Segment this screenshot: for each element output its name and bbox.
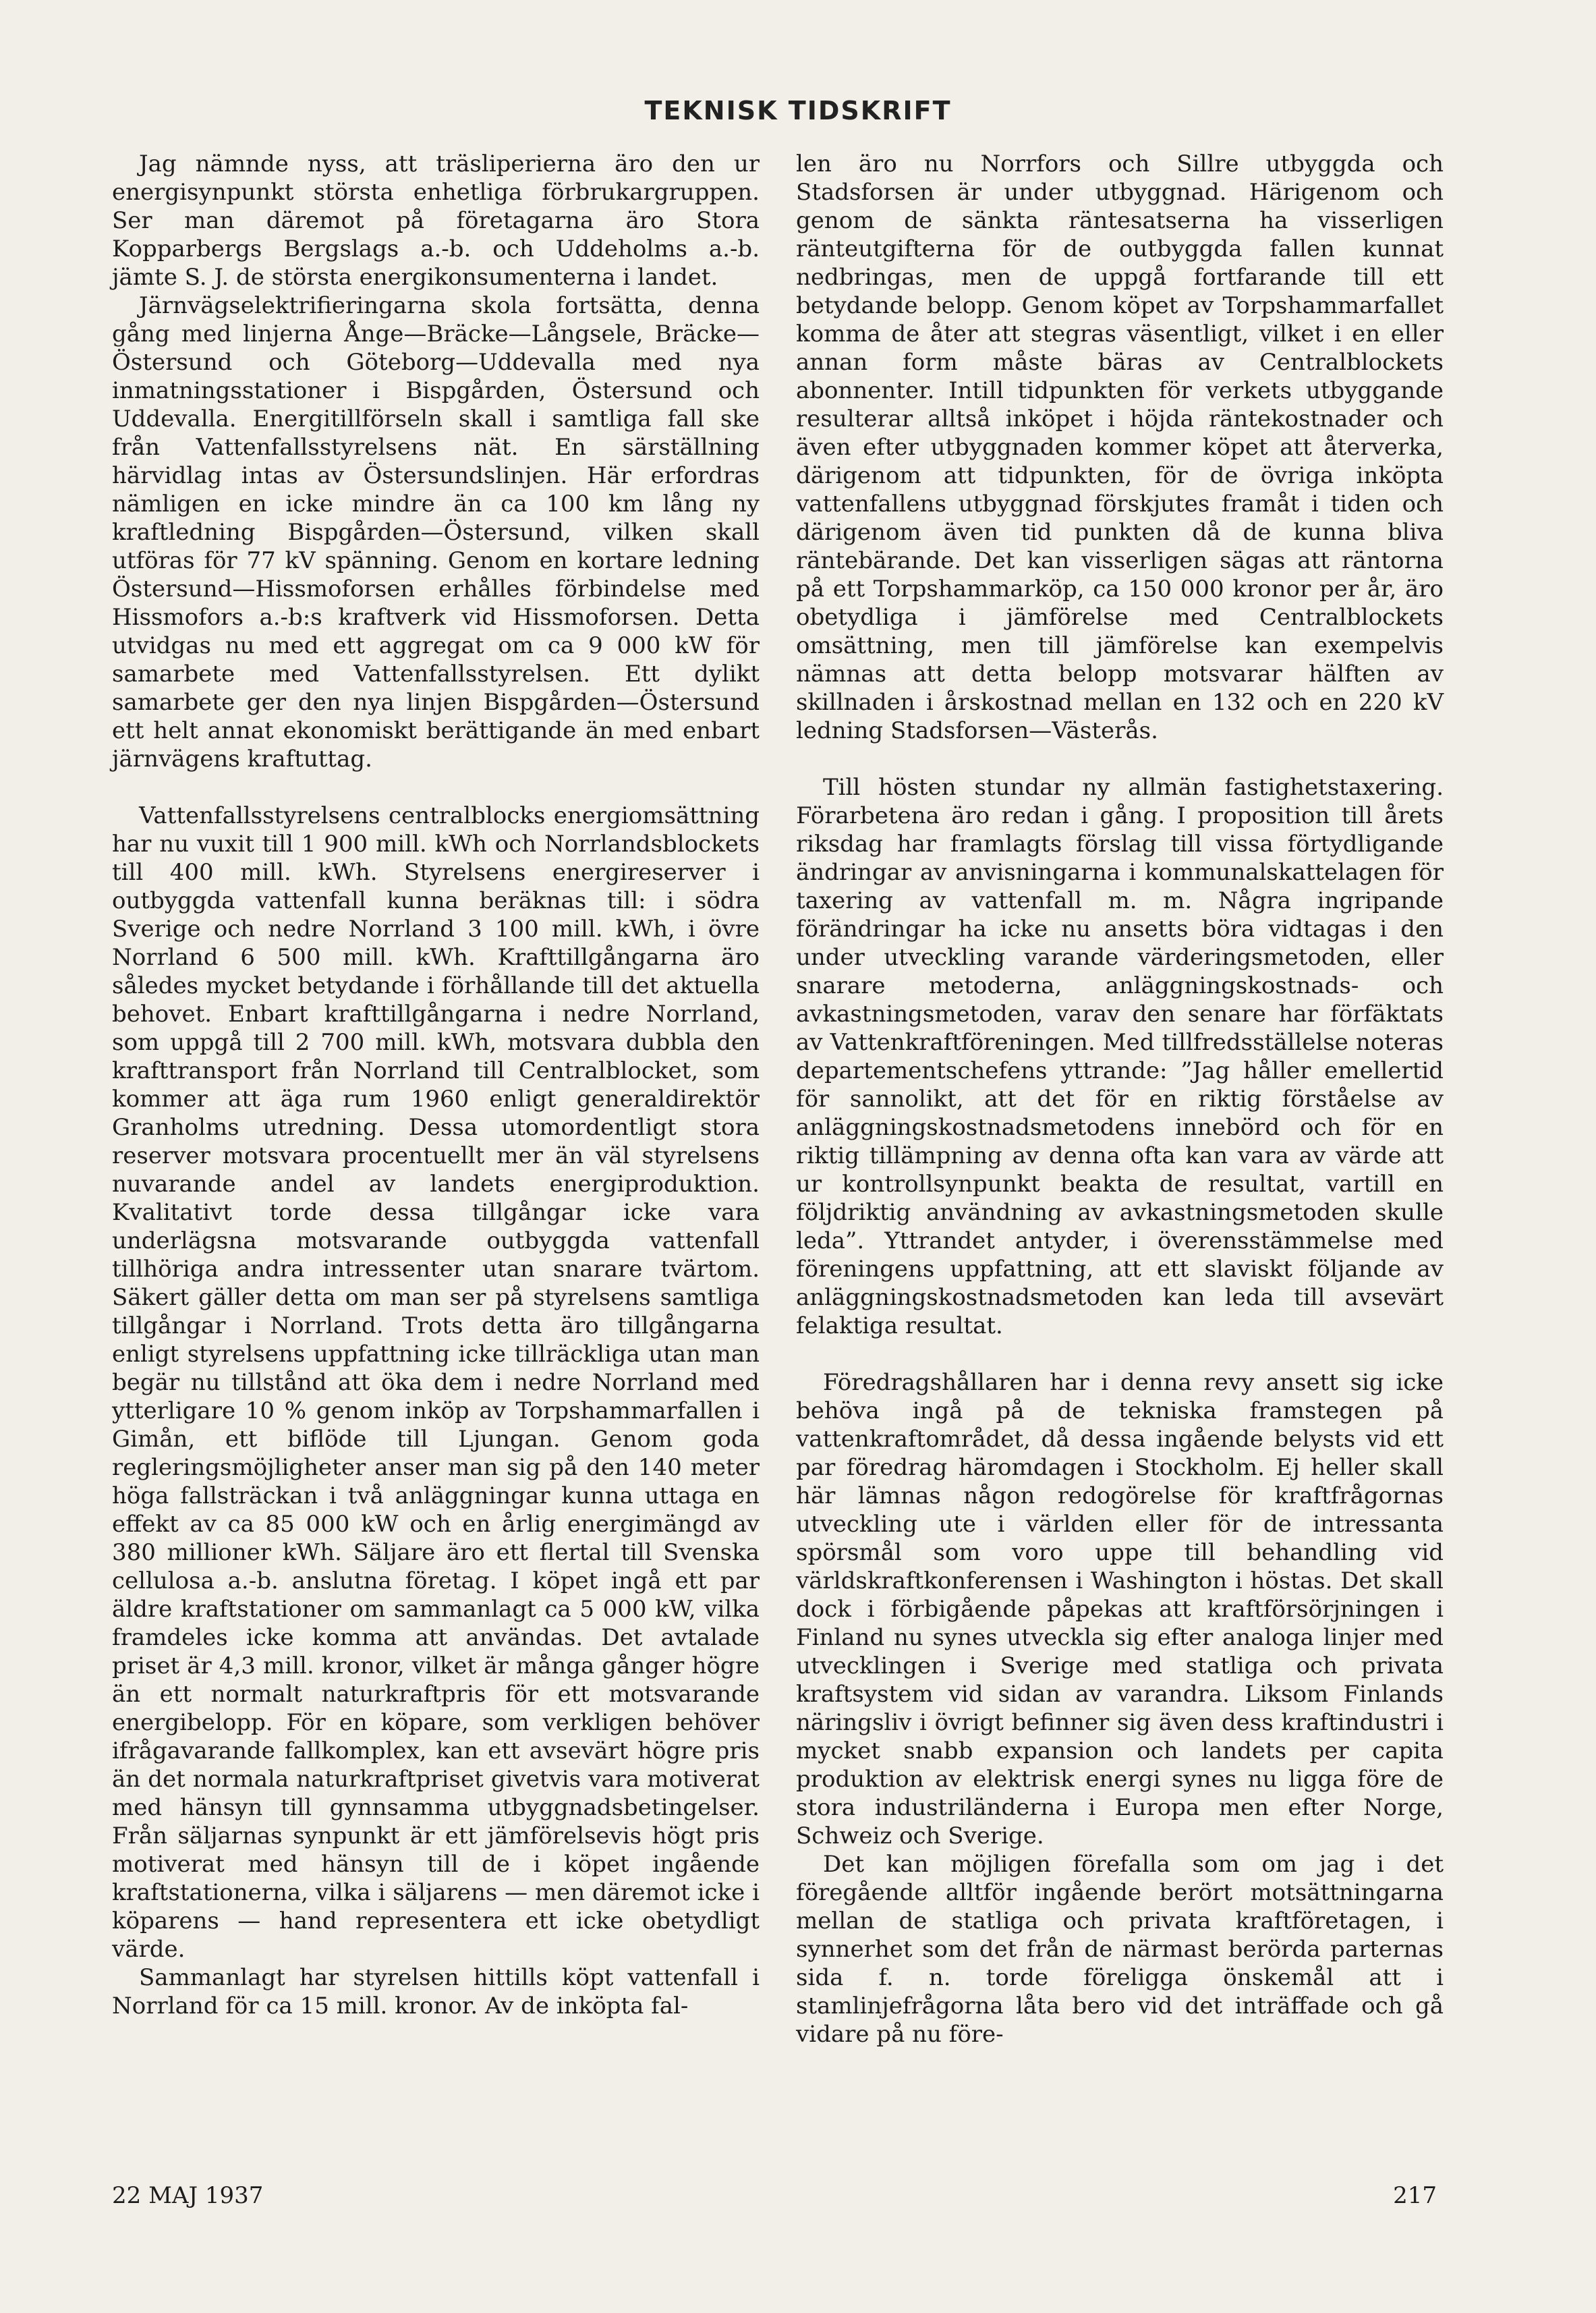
paragraph: Det kan möjligen förefalla som om jag i det föregående alltför ingående berört motsättningarna mellan de statliga och privata kraftföretagen, i synnerhet som det från de närmast berörda parternas sida f. n. torde föreligga önskemål att i stamlinjefrågorna låta bero vid det inträffade och gå vidare på nu före- xyxy=(796,1851,1444,2048)
paragraph: Jag nämnde nyss, att träsliperierna äro den ur energisynpunkt största enhetliga förbrukargruppen. Ser man däremot på företagarna äro Stora Kopparbergs Bergslags a.-b. och Uddeholms a.-b. jämte S. J. de största energikonsumenterna i landet. xyxy=(112,150,760,291)
issue-date: 22 MAJ 1937 xyxy=(112,2182,264,2209)
journal-title: TEKNISK TIDSKRIFT xyxy=(644,96,952,126)
left-column xyxy=(112,150,760,2020)
right-column xyxy=(796,150,1444,2049)
paragraph: Föredragshållaren har i denna revy ansett sig icke behöva ingå på de tekniska framstegen på vattenkraftområdet, då dessa ingående belysts vid ett par föredrag häromdagen i Stockholm. Ej heller skall här lämnas någon redogörelse för kraftfrågornas utveckling ute i världen eller för de intressanta spörsmål som voro uppe till behandling vid världskraftkonferensen i Washington i höstas. Det skall dock i förbigående påpekas att kraftförsörjningen i Finland nu synes utveckla sig efter analoga linjer med utvecklingen i Sverige med statliga och privata kraftsystem vid sidan av varandra. Liksom Finlands näringsliv i övrigt befinner sig även dess kraftindustri i mycket snabb expansion och landets per capita produktion av elektrisk energi synes nu ligga före de stora industriländerna i Europa men efter Norge, Schweiz och Sverige. xyxy=(796,1369,1444,1849)
paragraph: Till hösten stundar ny allmän fastighetstaxering. Förarbetena äro redan i gång. I proposition till årets riksdag har framlagts förslag till vissa förtydligande ändringar av anvisningarna i kommunalskattelagen för taxering av vattenfall m. m. Några ingripande förändringar ha icke nu ansetts böra vidtagas i den under utveckling varande värderingsmetoden, eller snarare metoderna, anläggningskostnads- och avkastningsmetoden, varav den senare har förfäktats av Vattenkraftföreningen. Med tillfredsställelse noteras departementschefens yttrande: ”Jag håller emellertid för sannolikt, att det för en riktig förståelse av anläggningskostnadsmetodens innebörd och för en riktig tillämpning av denna ofta kan vara av värde att ur kontrollsynpunkt beakta de resultat, vartill en följdriktig användning av avkastningsmetoden skulle leda”. Yttrandet antyder, i överensstämmelse med föreningens uppfattning, att ett slaviskt följande av anläggningskostnadsmetoden kan leda till avsevärt felaktiga resultat. xyxy=(796,774,1444,1339)
paragraph: Sammanlagt har styrelsen hittills köpt vattenfall i Norrland för ca 15 mill. kronor. Av de inköpta fal- xyxy=(112,1964,760,2019)
paragraph: Järnvägselektrifieringarna skola fortsätta, denna gång med linjerna Ånge—Bräcke—Långsele, Bräcke—Östersund och Göteborg—Uddevalla med nya inmatningsstationer i Bispgården, Östersund och Uddevalla. Energitillförseln skall i samtliga fall ske från Vattenfallsstyrelsens nät. En särställning härvidlag intas av Östersundslinjen. Här erfordras nämligen en icke mindre än ca 100 km lång ny kraftledning Bispgården—Östersund, vilken skall utföras för 77 kV spänning. Genom en kortare ledning Östersund—Hissmoforsen erhålles förbindelse med Hissmofors a.-b:s kraftverk vid Hissmoforsen. Detta utvidgas nu med ett aggregat om ca 9 000 kW för samarbete med Vattenfallsstyrelsen. Ett dylikt samarbete ger den nya linjen Bispgården—Östersund ett helt annat ekonomiskt berättigande än med enbart järnvägens kraftuttag. xyxy=(112,292,760,773)
paragraph: Vattenfallsstyrelsens centralblocks energiomsättning har nu vuxit till 1 900 mill. kWh och Norrlandsblockets till 400 mill. kWh. Styrelsens energireserver i outbyggda vattenfall kunna beräknas till: i södra Sverige och nedre Norrland 3 100 mill. kWh, i övre Norrland 6 500 mill. kWh. Krafttillgångarna äro således mycket betydande i förhållande till det aktuella behovet. Enbart krafttillgångarna i nedre Norrland, som uppgå till 2 700 mill. kWh, motsvara dubbla den krafttransport från Norrland till Centralblocket, som kommer att äga rum 1960 enligt generaldirektör Granholms utredning. Dessa utomordentligt stora reserver motsvara procentuellt mer än väl styrelsens nuvarande andel av landets energiproduktion. Kvalitativt torde dessa tillgångar icke vara underlägsna motsvarande outbyggda vattenfall tillhöriga andra intressenter utan snarare tvärtom. Säkert gäller detta om man ser på styrelsens samtliga tillgångar i Norrland. Trots detta äro tillgångarna enligt styrelsens uppfattning icke tillräckliga utan man begär nu tillstånd att öka dem i nedre Norrland med ytterligare 10 % genom inköp av Torpshammarfallen i Gimån, ett biflöde till Ljungan. Genom goda regleringsmöjligheter anser man sig på den 140 meter höga fallsträckan i två anläggningar kunna uttaga en effekt av ca 85 000 kW och en årlig energimängd av 380 millioner kWh. Säljare äro ett flertal till Svenska cellulosa a.-b. anslutna företag. I köpet ingå ett par äldre kraftstationer om sammanlagt ca 5 000 kW, vilka framdeles icke komma att användas. Det avtalade priset är 4,3 mill. kronor, vilket är många gånger högre än ett normalt naturkraftpris för ett motsvarande energibelopp. För en köpare, som verkligen behöver ifrågavarande fallkomplex, kan ett avsevärt högre pris än det normala naturkraftpriset givetvis vara motiverat med hänsyn till gynnsamma utbyggnadsbetingelser. Från säljarnas synpunkt är ett jämförelsevis högt pris motiverat med hänsyn till de i köpet ingående kraftstationerna, vilka i säljarens — men däremot icke i köparens — hand representera ett icke obetydligt värde. xyxy=(112,802,760,1963)
page-number: 217 xyxy=(1393,2182,1437,2209)
paragraph: len äro nu Norrfors och Sillre utbyggda och Stadsforsen är under utbyggnad. Härigenom och genom de sänkta räntesatserna ha visserligen ränteutgifterna för de outbyggda fallen kunnat nedbringas, men de uppgå fortfarande till ett betydande belopp. Genom köpet av Torpshammarfallet komma de åter att stegras väsentligt, vilket i en eller annan form måste bäras av Centralblockets abonnenter. Intill tidpunkten för verkets utbyggande resulterar alltså inköpet i höjda räntekostnader och även efter utbyggnaden kommer köpet att återverka, därigenom att tidpunkten, för de övriga inköpta vattenfallens utbyggnad förskjutes framåt i tiden och därigenom även tid punkten då de kunna bliva räntebärande. Det kan visserligen sägas att räntorna på ett Torpshammarköp, ca 150 000 kronor per år, äro obetydliga i jämförelse med Centralblockets omsättning, men till jämförelse kan exempelvis nämnas att detta belopp motsvarar hälften av skillnaden i årskostnad mellan en 132 och en 220 kV ledning Stadsforsen—Västerås. xyxy=(796,150,1444,744)
